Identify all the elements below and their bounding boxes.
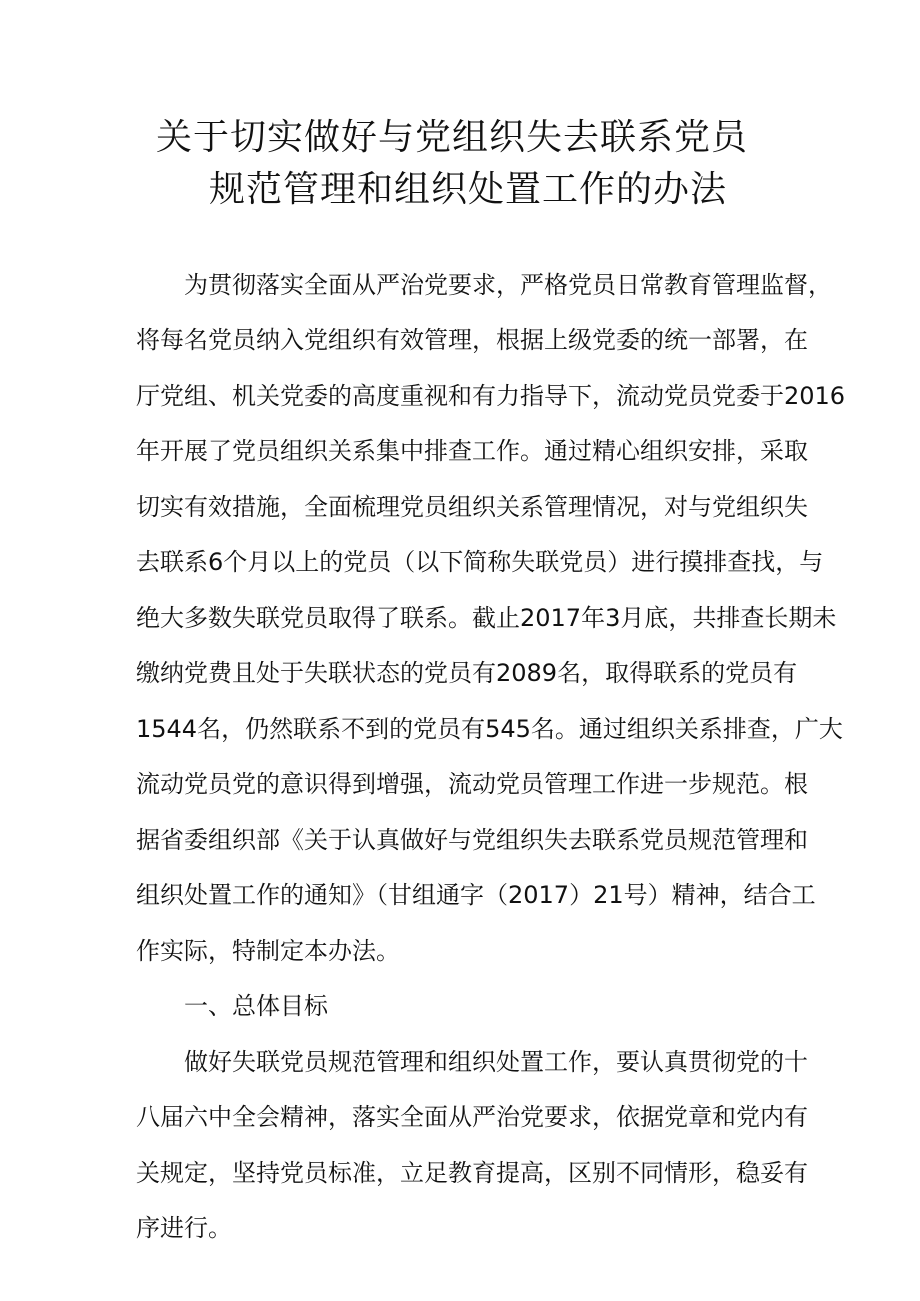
paragraph-line: 八届六中全会精神，落实全面从严治党要求，依据党章和党内有 [136, 1103, 808, 1131]
paragraph-line: 年开展了党员组织关系集中排查工作。通过精心组织安排，采取 [136, 437, 808, 465]
paragraph-line: 将每名党员纳入党组织有效管理，根据上级党委的统一部署，在 [136, 326, 808, 354]
document-title-line-1: 关于切实做好与党组织失去联系党员 [155, 117, 748, 158]
paragraph-line: 厅党组、机关党委的高度重视和有力指导下，流动党员党委于2016 [136, 382, 846, 410]
document-title-line-2: 规范管理和组织处置工作的办法 [208, 169, 727, 210]
section-heading: 一、总体目标 [184, 992, 328, 1020]
paragraph-line: 绝大多数失联党员取得了联系。截止2017年3月底，共排查长期未 [136, 604, 837, 632]
paragraph-line: 据省委组织部《关于认真做好与党组织失去联系党员规范管理和 [136, 826, 808, 854]
paragraph-line: 组织处置工作的通知》（甘组通字（2017）21号）精神，结合工 [136, 881, 816, 909]
paragraph-line: 关规定，坚持党员标准，立足教育提高，区别不同情形，稳妥有 [136, 1159, 808, 1187]
paragraph-line: 切实有效措施，全面梳理党员组织关系管理情况，对与党组织失 [136, 493, 808, 521]
paragraph-line: 序进行。 [136, 1214, 232, 1242]
paragraph-line: 流动党员党的意识得到增强，流动党员管理工作进一步规范。根 [136, 770, 808, 798]
paragraph-line: 为贯彻落实全面从严治党要求，严格党员日常教育管理监督， [184, 271, 832, 299]
paragraph-line: 1544名，仍然联系不到的党员有545名。通过组织关系排查，广大 [136, 715, 843, 743]
paragraph-line: 做好失联党员规范管理和组织处置工作，要认真贯彻党的十 [184, 1048, 808, 1076]
paragraph-line: 缴纳党费且处于失联状态的党员有2089名，取得联系的党员有 [136, 659, 798, 687]
paragraph-line: 作实际，特制定本办法。 [136, 937, 400, 965]
paragraph-line: 去联系6个月以上的党员（以下简称失联党员）进行摸排查找，与 [136, 548, 824, 576]
